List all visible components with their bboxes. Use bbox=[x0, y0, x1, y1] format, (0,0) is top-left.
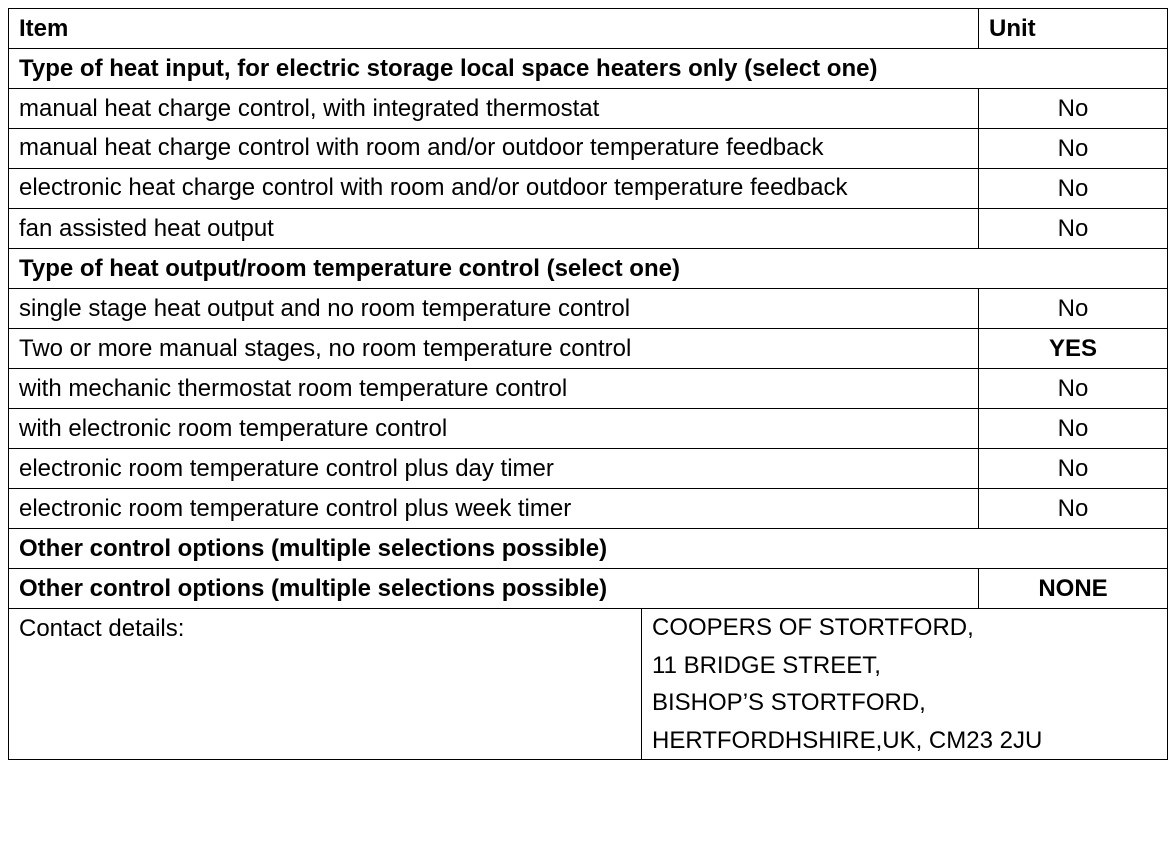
section-title-other-options: Other control options (multiple selections possible) bbox=[9, 529, 1168, 569]
row-label: fan assisted heat output bbox=[9, 209, 979, 249]
section-header-row bbox=[9, 49, 1168, 89]
table-row bbox=[9, 369, 1168, 409]
section-header-row bbox=[9, 249, 1168, 289]
row-label: manual heat charge control, with integrated thermostat bbox=[9, 89, 979, 129]
row-label: with mechanic thermostat room temperature control bbox=[9, 369, 979, 409]
contact-label: Contact details: bbox=[9, 609, 642, 760]
table-row bbox=[9, 89, 1168, 129]
table-row bbox=[9, 489, 1168, 529]
row-value: No bbox=[979, 489, 1168, 529]
address-line: BISHOP’S STORTFORD, bbox=[652, 689, 926, 716]
row-value: No bbox=[979, 409, 1168, 449]
row-value: NONE bbox=[979, 569, 1168, 609]
unit-header: Unit bbox=[979, 9, 1168, 49]
table-row bbox=[9, 129, 1168, 169]
table-row bbox=[9, 449, 1168, 489]
address-line: HERTFORDHSHIRE,UK, CM23 2JU bbox=[652, 726, 1043, 754]
row-value: No bbox=[979, 89, 1168, 129]
contact-address bbox=[642, 609, 1168, 760]
product-info-table bbox=[8, 8, 1168, 760]
address-line: 11 BRIDGE STREET, bbox=[652, 651, 881, 679]
row-label: Two or more manual stages, no room temperature control bbox=[9, 329, 979, 369]
header-row bbox=[9, 9, 1168, 49]
row-value-selected: YES bbox=[979, 329, 1168, 369]
row-label: electronic heat charge control with room and/or outdoor temperature feedback bbox=[9, 169, 979, 209]
row-label: electronic room temperature control plus day timer bbox=[9, 449, 979, 489]
address-line: COOPERS OF STORTFORD, bbox=[652, 614, 974, 641]
row-value: No bbox=[979, 129, 1168, 169]
row-value: No bbox=[979, 209, 1168, 249]
section-header-row bbox=[9, 529, 1168, 569]
table-row bbox=[9, 569, 1168, 609]
section-title-heat-input: Type of heat input, for electric storage local space heaters only (select one) bbox=[9, 49, 1168, 89]
row-label: Other control options (multiple selections possible) bbox=[9, 569, 979, 609]
item-header: Item bbox=[9, 9, 979, 49]
table-row bbox=[9, 409, 1168, 449]
table-row bbox=[9, 289, 1168, 329]
row-label: electronic room temperature control plus week timer bbox=[9, 489, 979, 529]
table-row bbox=[9, 209, 1168, 249]
section-title-heat-output: Type of heat output/room temperature control (select one) bbox=[9, 249, 1168, 289]
table-row bbox=[9, 329, 1168, 369]
row-value: No bbox=[979, 449, 1168, 489]
row-label: manual heat charge control with room and/or outdoor temperature feedback bbox=[9, 129, 979, 169]
contact-row bbox=[9, 609, 1168, 760]
row-label: single stage heat output and no room temperature control bbox=[9, 289, 979, 329]
table-row bbox=[9, 169, 1168, 209]
row-value: No bbox=[979, 369, 1168, 409]
row-value: No bbox=[979, 169, 1168, 209]
row-label: with electronic room temperature control bbox=[9, 409, 979, 449]
row-value: No bbox=[979, 289, 1168, 329]
